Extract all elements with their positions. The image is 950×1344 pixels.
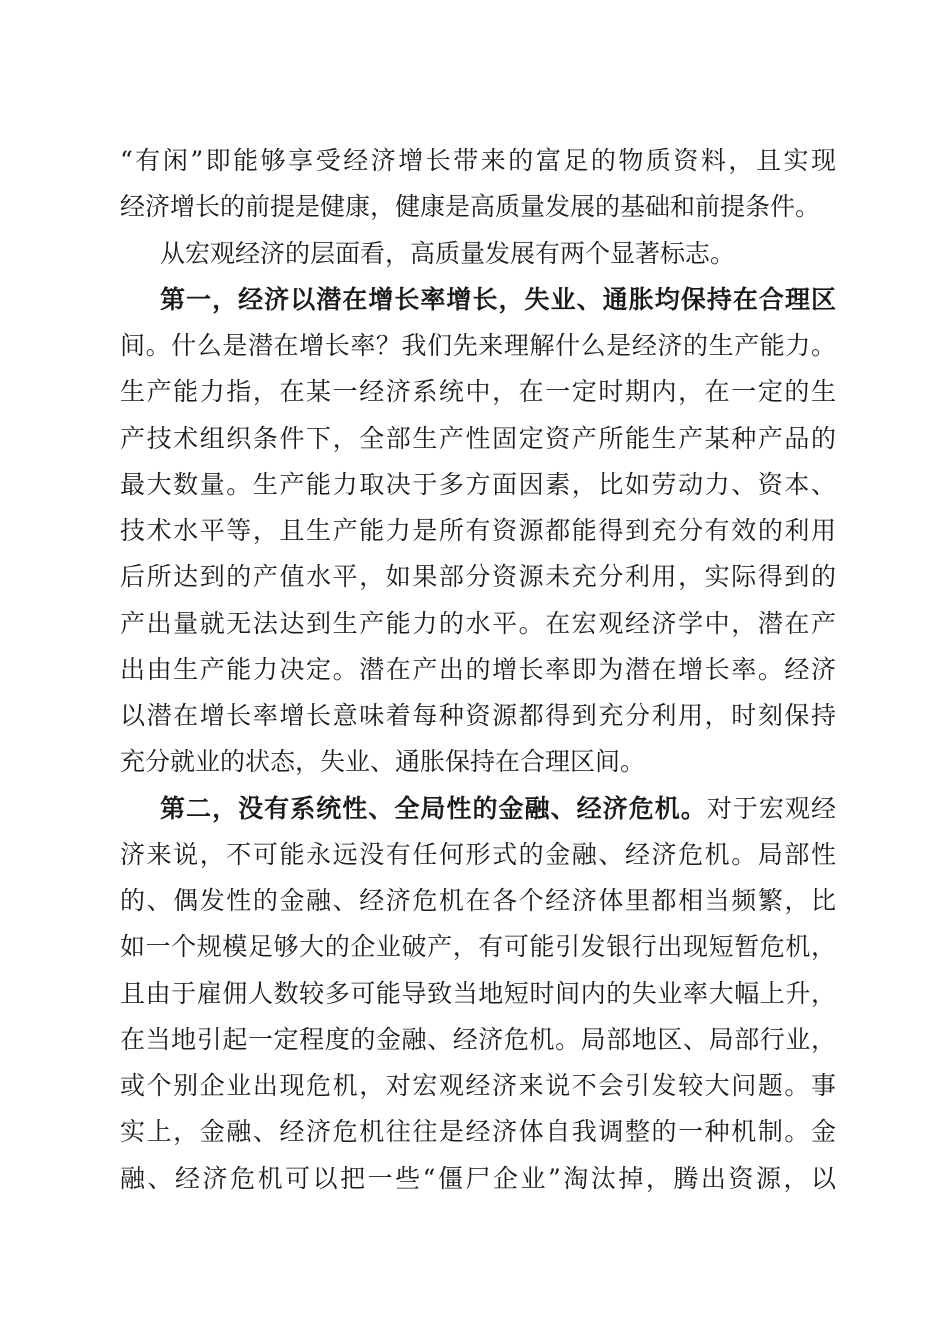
text-line: 实上，金融、经济危机往往是经济体自我调整的一种机制。金 [120, 1117, 836, 1147]
paragraph-1 [120, 138, 836, 231]
text-span: 对于宏观经 [706, 793, 836, 823]
text-line: 济来说，不可能永远没有任何形式的金融、经济危机。局部性 [120, 839, 836, 869]
text-line: 后所达到的产值水平，如果部分资源未充分利用，实际得到的 [120, 562, 836, 592]
paragraph-2 [120, 231, 836, 277]
text-line: 以潜在增长率增长意味着每种资源都得到充分利用，时刻保持 [120, 701, 836, 730]
document-body [120, 138, 836, 1202]
text-line: 出由生产能力决定。潜在产出的增长率即为潜在增长率。经济 [120, 654, 836, 684]
text-line: 融、经济危机可以把一些“僵尸企业”淘汰掉，腾出资源，以 [120, 1163, 836, 1193]
text-line: 间。什么是潜在增长率？我们先来理解什么是经济的生产能力。 [120, 331, 836, 360]
text-line: 或个别企业出现危机，对宏观经济来说不会引发较大问题。事 [120, 1071, 836, 1100]
text-line: 的、偶发性的金融、经济危机在各个经济体里都相当频繁，比 [120, 886, 836, 915]
text-line: 从宏观经济的层面看，高质量发展有两个显著标志。 [160, 238, 736, 268]
text-line: 产技术组织条件下，全部生产性固定资产所能生产某种产品的 [120, 423, 836, 453]
text-line: 最大数量。生产能力取决于多方面因素，比如劳动力、资本、 [120, 469, 836, 499]
text-line: 技术水平等，且生产能力是所有资源都能得到充分有效的利用 [120, 516, 836, 545]
text-line: 且由于雇佣人数较多可能导致当地短时间内的失业率大幅上升， [120, 978, 836, 1008]
section-heading-second: 第二，没有系统性、全局性的金融、经济危机。 [160, 793, 707, 823]
paragraph-3 [120, 277, 836, 786]
text-line: “有闲”即能够享受经济增长带来的富足的物质资料，且实现 [120, 146, 836, 175]
text-line: 产出量就无法达到生产能力的水平。在宏观经济学中，潜在产 [120, 608, 836, 638]
text-line: 充分就业的状态，失业、通胀保持在合理区间。 [120, 747, 646, 777]
paragraph-4 [120, 786, 836, 1202]
text-line: 经济增长的前提是健康，健康是高质量发展的基础和前提条件。 [120, 192, 821, 222]
text-line: 如一个规模足够大的企业破产，有可能引发银行出现短暂危机， [120, 932, 836, 962]
text-line: 生产能力指，在某一经济系统中，在一定时期内，在一定的生 [120, 377, 836, 407]
text-line: 在当地引起一定程度的金融、经济危机。局部地区、局部行业， [120, 1024, 836, 1054]
section-heading-first: 第一，经济以潜在增长率增长，失业、通胀均保持在合理区 [160, 284, 836, 314]
text-line [120, 786, 836, 832]
